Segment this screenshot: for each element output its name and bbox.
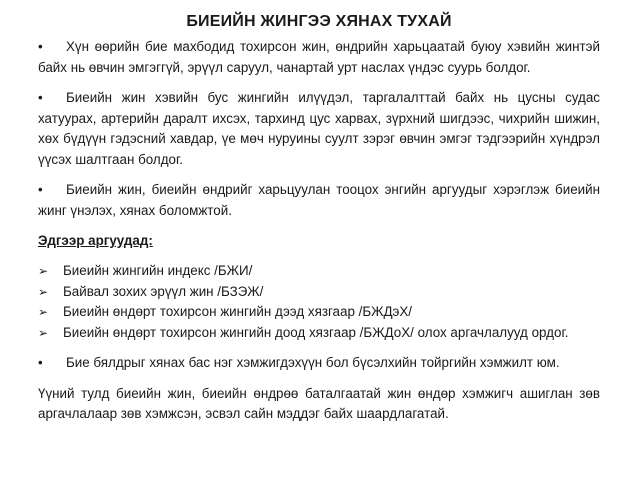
- arrow-bullet-icon: ➢: [38, 284, 49, 299]
- list-item: [38, 282, 600, 303]
- paragraph-text: Биеийн жин, биеийн өндрийг харьцуулан тооцох энгийн аргуудыг хэрэглэж биеийн жинг үнэлэх, хянах боломжтой.: [38, 182, 600, 218]
- paragraph-text: Биеийн жин хэвийн бус жингийн илүүдэл, таргалалттай байх нь цусны судас хатуурах, артерийн даралт ихсэх, тархинд цус харвах, зүрхний шигдээс, чихрийн шижин, хөх бүдүүн гэдэсний хавдар, үе мөч нуруины суулт зэрэг өвчин эмгэг тэдгээрийн хүндрэл үүсэх шалтгаан болдог.: [38, 90, 600, 167]
- methods-heading: Эдгээр аргуудад:: [38, 233, 153, 248]
- paragraph-methods-intro: [38, 180, 600, 221]
- bullet-marker: •: [38, 182, 43, 197]
- paragraph-intro: [38, 37, 600, 78]
- bullet-marker: •: [38, 90, 43, 105]
- arrow-bullet-icon: ➢: [38, 305, 49, 319]
- list-item: [38, 261, 600, 282]
- list-item: [38, 323, 600, 344]
- list-item-text: Биеийн өндөрт тохирсон жингийн доод хязгаар /БЖДоХ/ олох аргачлалууд ордог.: [63, 324, 569, 340]
- paragraph-note: [38, 353, 600, 374]
- list-item-text: Биеийн өндөрт тохирсон жингийн дээд хязгаар /БЖДэХ/: [63, 304, 413, 319]
- page-title: БИЕИЙН ЖИНГЭЭ ХЯНАХ ТУХАЙ: [186, 13, 452, 30]
- paragraph-text: Бие бялдрыг хянах бас нэг хэмжигдэхүүн бол бүсэлхийн тойргийн хэмжилт юм.: [66, 355, 560, 370]
- bullet-marker: •: [38, 39, 43, 54]
- arrow-bullet-icon: ➢: [38, 325, 49, 340]
- bullet-marker: •: [38, 355, 43, 370]
- list-item-text: Байвал зохих эрүүл жин /БЗЭЖ/: [63, 283, 264, 299]
- methods-list: [38, 261, 600, 343]
- list-item-text: Биеийн жингийн индекс /БЖИ/: [63, 263, 253, 278]
- list-item: [38, 302, 600, 323]
- paragraph-text: Хүн өөрийн бие махбодид тохирсон жин, өндрийн харьцаатай буюу хэвийн жинтэй байх нь өвчин эмгэггүй, эрүүл саруул, чанартай урт наслах үндэс суурь болдог.: [38, 39, 600, 75]
- arrow-bullet-icon: ➢: [38, 264, 49, 278]
- paragraph-conclusion: Үүний тулд биеийн жин, биеийн өндрөө баталгаатай жин өндөр хэмжигч ашиглан зөв аргачлалаар зөв хэмжсэн, эсвэл сайн мэддэг байх шаардлагатай.: [38, 385, 600, 421]
- paragraph-risks: [38, 88, 600, 170]
